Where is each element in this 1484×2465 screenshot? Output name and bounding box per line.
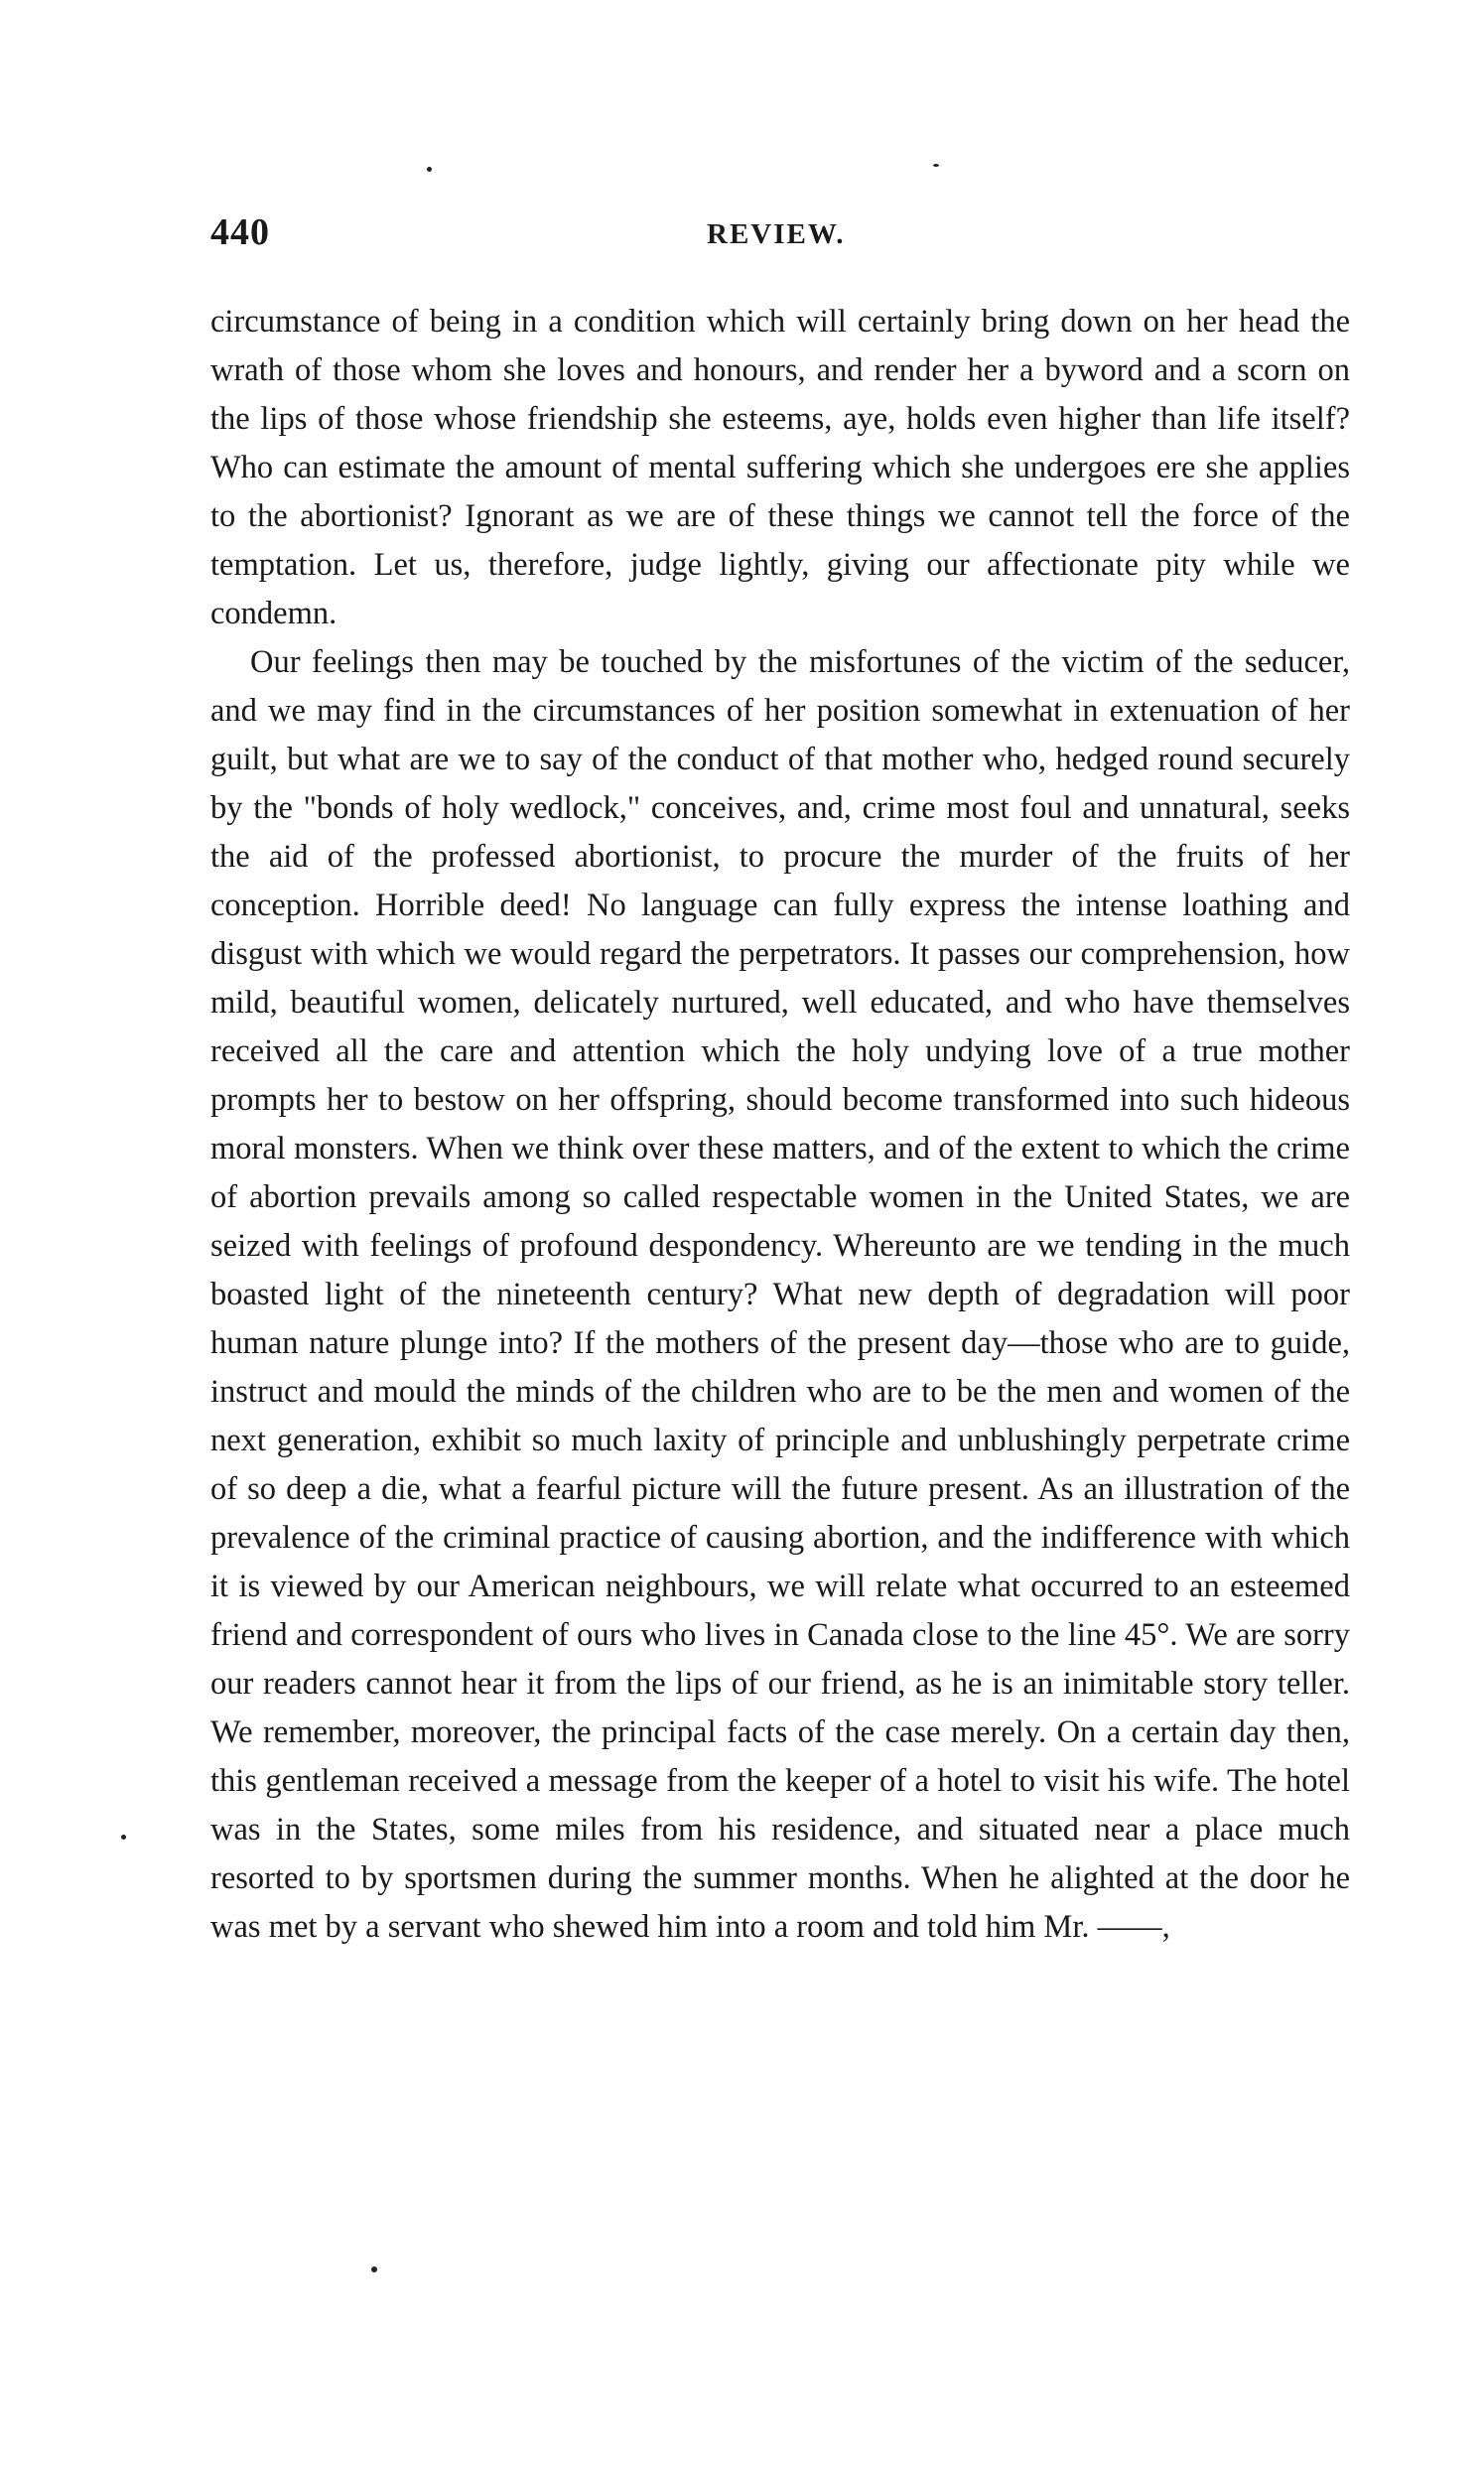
running-head: REVIEW. [707,218,846,250]
print-speck [933,164,939,167]
print-speck [121,1835,126,1840]
paragraph: Our feelings then may be touched by the misfortunes of the victim of the seducer, and we may find in the circumstances of her position somewhat in extenuation of her guilt, but what are we to say of the conduct of that mother who, hedged round securely by the "bonds of holy wedlock," conceives, and, crime most foul and unnatural, seeks the aid of the professed abortionist, to procure the murder of the fruits of her conception. Horrible deed! No language can fully express the intense loathing and disgust with which we would regard the perpetrators. It passes our comprehension, how mild, beautiful women, delicately nurtured, well educated, and who have themselves received all the care and attention which the holy undying love of a true mother prompts her to bestow on her offspring, should become transformed into such hideous moral monsters. When we think over these matters, and of the extent to which the crime of abortion prevails among so called respectable women in the United States, we are seized with feelings of profound despondency. Whereunto are we tending in the much boasted light of the nineteenth century? What new depth of degradation will poor human nature plunge into? If the mothers of the present day—those who are to guide, instruct and mould the minds of the children who are to be the men and women of the next generation, exhibit so much laxity of principle and unblushingly perpetrate crime of so deep a die, what a fearful picture will the future present. As an illustration of the prevalence of the criminal practice of causing abortion, and the indifference with which it is viewed by our American neighbours, we will relate what occurred to an esteemed friend and correspondent of ours who lives in Canada close to the line 45°. We are sorry our readers cannot hear it from the lips of our friend, as he is an inimitable story teller. We remember, moreover, the principal facts of the case merely. On a certain day then, this gentleman received a message from the keeper of a hotel to visit his wife. The hotel was in the States, some miles from his residence, and situated near a place much resorted to by sportsmen during the summer months. When he alighted at the door he was met by a servant who shewed him into a room and told him Mr. ——, [210,644,1350,1945]
print-speck [371,2266,377,2272]
page-header [210,210,1350,260]
body-text [210,298,1350,2244]
page-number: 440 [210,211,270,253]
print-speck [427,167,432,172]
paragraph-continued: circumstance of being in a condition which will certainly bring down on her head the wrath of those whom she loves and honours, and render her a byword and a scorn on the lips of those whose friendship she esteems, aye, holds even higher than life itself? Who can estimate the amount of mental suffering which she undergoes ere she applies to the abortionist? Ignorant as we are of these things we cannot tell the force of the temptation. Let us, therefore, judge lightly, giving our affectionate pity while we condemn. [210,304,1350,631]
